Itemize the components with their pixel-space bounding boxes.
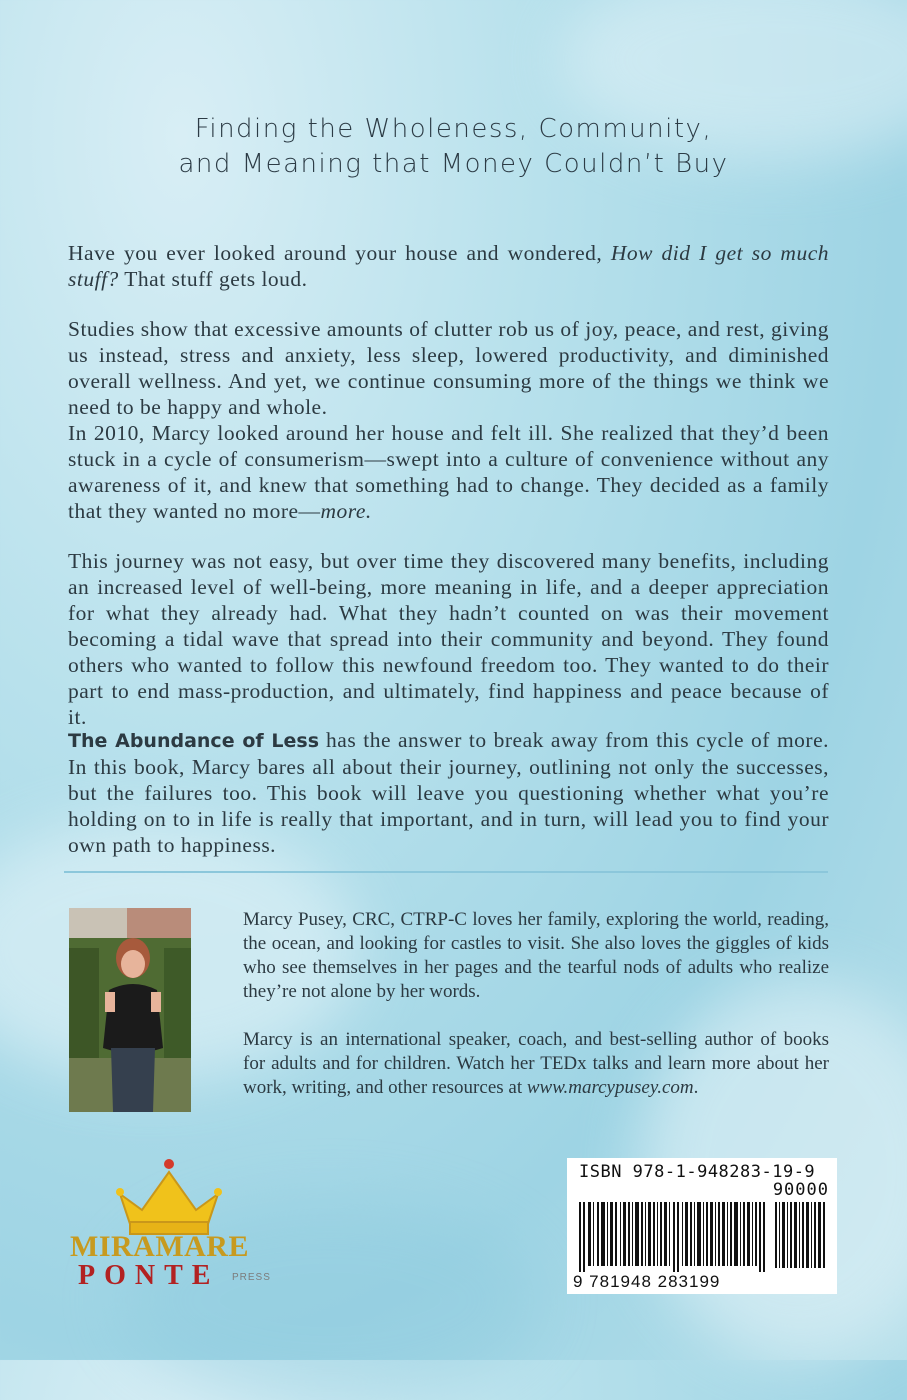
p3-text: In 2010, Marcy looked around her house and felt ill. She realized that they’d been stuck in a cycle of consumerism—swept into a culture of convenience without any awareness of it, and knew that something had to change. They decided as a family that they wanted no more— [68,421,829,523]
publisher-name-2: PONTE [78,1260,220,1291]
p5-text: has the answer to break away from this cycle of more. In this book, Marcy bares all about their journey, outlining not only the successes, but the failures too. This book will leave you questioning whether what you’re holding on to in life is really that important, and in turn, will lead you to find your own path to happiness. [68,728,829,857]
paragraph-2: Studies show that excessive amounts of clutter rob us of joy, peace, and rest, giving us instead, stress and anxiety, less sleep, lowered productivity, and diminished overall wellness. And yet, we continue consuming more of the things we think we need to be happy and whole. [68,317,829,419]
paragraph-3 [68,420,829,524]
barcode-bars [579,1202,829,1272]
p1-emphasis: How did I get so much stuff? [68,241,829,291]
p3-emphasis: more. [320,499,372,523]
subtitle-line-1: Finding the Wholeness, Community, [194,114,713,144]
publisher-name-3: PRESS [232,1272,271,1283]
author-bio-2 [243,1028,829,1100]
book-title: The Abundance of Less [68,730,320,752]
publisher-logo [66,1158,286,1291]
paragraph-5 [68,727,829,858]
publisher-name-1: MIRAMARE [70,1230,249,1263]
crown-icon [114,1158,224,1238]
author-bio-1: Marcy Pusey, CRC, CTRP-C loves her family, exploring the world, reading, the ocean, and looking for castles to visit. She also loves the giggles of kids who see themselves in her pages and the tearful nods of adults who realize they’re not alone by her words. [243,909,829,1002]
author-photo [69,908,191,1112]
subtitle-line-2: and Meaning that Money Couldn’t Buy [178,149,729,179]
divider-rule [64,871,828,873]
isbn-label: ISBN 978-1-948283-19-9 [579,1162,816,1182]
isbn-barcode [567,1158,837,1294]
p1-text-a: Have you ever looked around your house and wondered, [68,241,611,265]
author-website: www.marcypusey.com [526,1077,694,1098]
cover-subtitle [0,112,907,182]
bio-2-end: . [693,1077,699,1098]
bio-2-text: Marcy is an international speaker, coach, and best-selling author of books for adults and for children. Watch her TEDx talks and learn more about her work, writing, and other resources at [243,1029,829,1098]
p1-text-b: That stuff gets loud. [118,267,308,291]
paragraph-1 [68,240,829,292]
price-addon: 90000 [772,1180,829,1200]
ean-digits: 9 781948 283199 [573,1272,721,1291]
paragraph-4: This journey was not easy, but over time they discovered many benefits, including an increased level of well-being, more meaning in life, and a deeper appreciation for what they already had. What they hadn’t counted on was their movement becoming a tidal wave that spread into their community and beyond. They found others who wanted to follow this newfound freedom too. They wanted to do their part to end mass-production, and ultimately, find happiness and peace because of it. [68,549,829,729]
